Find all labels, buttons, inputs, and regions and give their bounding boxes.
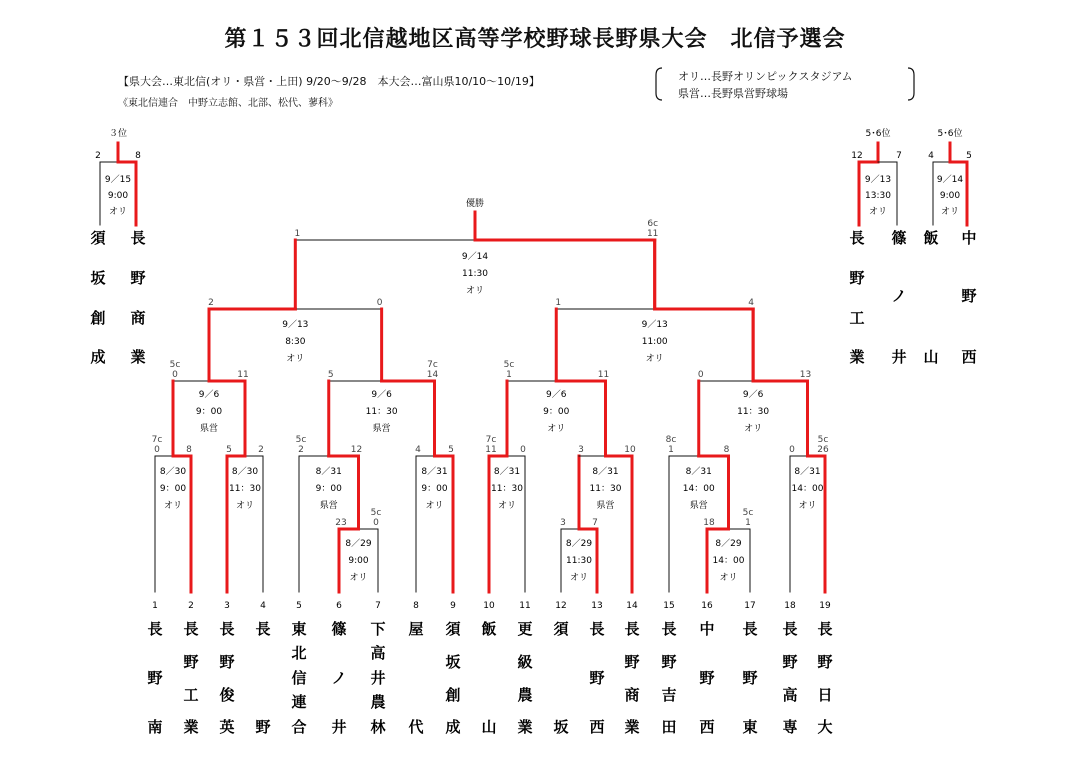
team-number: 4: [260, 601, 266, 611]
game-venue: 県営: [199, 424, 219, 434]
team-name-char: 長: [624, 620, 640, 638]
score-label: 12: [851, 151, 863, 161]
score-label: 11: [237, 370, 249, 380]
team-name-char: 野: [183, 653, 199, 671]
tournament-schedule-info: 【県大会…東北信(オリ・県営・上田) 9/20～9/28 本大会…富山県10/10～10/19】: [118, 75, 540, 88]
team-number: 1: [152, 601, 158, 611]
game-time: 9：00: [315, 484, 342, 494]
placement-label: ３位: [108, 129, 128, 139]
team-number: 11: [519, 601, 531, 611]
game-venue: オリ: [108, 207, 128, 217]
called-game-note: 5c: [503, 360, 515, 370]
side-team-name-char: ノ: [891, 287, 907, 305]
score-label: 23: [335, 518, 347, 528]
team-name-char: 長: [661, 620, 677, 638]
called-game-note: 7c: [485, 435, 497, 445]
side-team-name-char: 西: [961, 348, 977, 366]
score-label: 5: [448, 445, 454, 455]
score-label: 13: [799, 370, 812, 380]
team-name-char: 山: [481, 718, 497, 736]
placement-label: 5･6位: [937, 129, 963, 139]
team-number: 12: [555, 601, 567, 611]
combined-team-note: 《東北信連合 中野立志館、北部、松代、蓼科》: [118, 98, 338, 109]
team-name-char: 井: [331, 718, 347, 736]
score-label: 1: [668, 445, 674, 455]
score-label: 11: [646, 229, 659, 239]
side-team-name-char: 業: [130, 348, 146, 366]
game-venue: 県営: [372, 424, 391, 434]
score-label: 3: [560, 518, 566, 528]
game-venue: 県営: [689, 501, 708, 511]
placement-label: 5･6位: [865, 129, 891, 139]
game-venue: オリ: [163, 501, 183, 511]
team-number: 7: [375, 601, 381, 611]
side-team-name-char: 創: [90, 309, 106, 327]
team-name-char: 野: [147, 669, 163, 687]
team-name-char: 高: [370, 644, 386, 662]
team-number: 10: [483, 601, 495, 611]
team-name-char: 野: [699, 669, 715, 687]
team-name-char: 信: [291, 669, 307, 687]
game-date: 9／6: [198, 390, 220, 400]
team-name-char: 坂: [553, 718, 569, 736]
game-time: 9:00: [939, 191, 961, 201]
team-number: 3: [224, 601, 230, 611]
team-number: 17: [744, 601, 756, 611]
team-name-char: 野: [255, 718, 271, 736]
score-label: 3: [578, 445, 584, 455]
score-label: 4: [415, 445, 421, 455]
team-name-char: 英: [219, 718, 235, 736]
game-date: 8／30: [231, 467, 259, 477]
score-label: 1: [294, 229, 301, 239]
game-venue: オリ: [465, 286, 485, 296]
team-name-char: 日: [817, 686, 833, 704]
game-time: 9：00: [159, 484, 187, 494]
side-team-name-char: 野: [961, 287, 977, 305]
team-name-char: 野: [742, 669, 758, 687]
team-name-char: 専: [782, 718, 798, 736]
team-name-char: 代: [408, 718, 424, 736]
called-game-note: 5c: [370, 508, 382, 518]
team-name-char: 長: [183, 620, 199, 638]
team-name-char: 西: [589, 718, 605, 736]
called-game-note: 7c: [427, 360, 438, 370]
game-venue: オリ: [235, 501, 255, 511]
team-name-char: 下: [370, 620, 386, 638]
team-number: 15: [663, 601, 675, 611]
game-time: 11：30: [737, 407, 770, 417]
side-team-name-char: 中: [961, 229, 977, 247]
team-number: 16: [701, 601, 713, 611]
score-label: 4: [928, 151, 934, 161]
team-name-char: 長: [742, 620, 758, 638]
team-name-char: 農: [517, 686, 533, 704]
team-name-char: 東: [291, 620, 307, 638]
page-title: 第１５３回北信越地区高等学校野球長野県大会 北信予選会: [224, 26, 846, 52]
side-team-name-char: 長: [130, 229, 146, 247]
score-label: 5: [327, 370, 334, 380]
score-label: 8: [135, 151, 141, 161]
game-date: 9／15: [104, 175, 132, 185]
team-name-char: 業: [517, 718, 533, 736]
game-time: 11:30: [566, 556, 592, 566]
team-name-char: 俊: [219, 686, 235, 704]
team-name-char: 吉: [661, 686, 677, 704]
score-label: 0: [373, 518, 379, 528]
team-name-char: 野: [219, 653, 235, 671]
team-name-char: 業: [183, 718, 199, 736]
called-game-note: 8c: [665, 435, 677, 445]
team-name-char: 須: [445, 620, 461, 638]
team-name-char: 長: [589, 620, 605, 638]
team-name-char: 東: [742, 718, 758, 736]
game-time: 11：30: [229, 484, 261, 494]
team-name-char: 農: [370, 693, 386, 711]
game-time: 11：30: [589, 484, 622, 494]
team-name-char: 高: [782, 686, 798, 704]
team-number: 6: [336, 601, 342, 611]
score-label: 18: [703, 518, 715, 528]
score-label: 11: [597, 370, 610, 380]
game-venue: オリ: [744, 424, 763, 434]
champion-label: 優勝: [465, 199, 485, 209]
game-date: 9／6: [371, 390, 392, 400]
score-label: 7: [592, 518, 598, 528]
score-label: 2: [258, 445, 264, 455]
team-name-char: 野: [782, 653, 798, 671]
team-number: 8: [413, 601, 419, 611]
game-venue: オリ: [719, 573, 738, 583]
team-name-char: 屋: [408, 620, 424, 638]
team-name-char: ノ: [331, 669, 347, 687]
game-time: 8:30: [285, 337, 306, 347]
team-name-char: 林: [370, 718, 386, 736]
side-team-name-char: 商: [130, 309, 146, 327]
score-label: 2: [208, 298, 214, 308]
team-name-char: 級: [517, 653, 533, 671]
game-time: 14：00: [791, 484, 824, 494]
team-name-char: 坂: [445, 653, 461, 671]
score-label: 12: [350, 445, 363, 455]
side-team-name-char: 飯: [923, 229, 939, 247]
side-team-name-char: 坂: [90, 269, 106, 287]
score-label: 14: [426, 370, 439, 380]
game-venue: 県営: [596, 501, 615, 511]
side-team-name-char: 篠: [891, 229, 907, 247]
called-game-note: 7c: [151, 435, 163, 445]
side-team-name-char: 井: [891, 348, 907, 366]
game-date: 8／30: [159, 467, 187, 477]
team-name-char: 合: [291, 718, 307, 736]
team-name-char: 業: [624, 718, 640, 736]
score-label: 8: [186, 445, 192, 455]
game-venue: オリ: [497, 501, 517, 511]
game-date: 8／31: [685, 467, 712, 477]
side-team-name-char: 工: [849, 309, 865, 327]
called-game-note: 5c: [742, 508, 754, 518]
game-venue: オリ: [569, 573, 589, 583]
game-time: 9：00: [195, 407, 223, 417]
game-date: 9／6: [546, 390, 567, 400]
score-label: 1: [745, 518, 751, 528]
side-team-name-char: 長: [849, 229, 865, 247]
team-name-char: 大: [817, 718, 833, 736]
team-name-char: 野: [661, 653, 677, 671]
score-label: 4: [748, 298, 754, 308]
team-name-char: 須: [553, 620, 569, 638]
team-name-char: 野: [817, 653, 833, 671]
side-team-name-char: 野: [130, 269, 146, 287]
game-date: 8／29: [715, 539, 742, 549]
game-date: 9／6: [742, 390, 764, 400]
game-date: 8／31: [421, 467, 448, 477]
game-time: 11:30: [462, 269, 488, 279]
team-name-char: 南: [147, 718, 163, 736]
game-time: 9：00: [421, 484, 448, 494]
game-venue: オリ: [940, 207, 960, 217]
team-name-char: 中: [699, 620, 715, 638]
score-label: 0: [376, 298, 383, 308]
venue-legend-kenei: 県営…長野県営野球場: [678, 87, 788, 100]
team-name-char: 西: [699, 718, 715, 736]
game-date: 9／14: [461, 252, 489, 262]
game-time: 14：00: [712, 556, 745, 566]
venue-legend-olympic: オリ…長野オリンピックスタジアム: [678, 70, 853, 83]
team-name-char: 田: [661, 718, 677, 736]
game-venue: オリ: [645, 354, 664, 364]
score-label: 2: [95, 151, 101, 161]
team-name-char: 井: [370, 669, 386, 687]
game-date: 8／29: [345, 539, 372, 549]
team-name-char: 北: [291, 644, 307, 662]
score-label: 0: [172, 370, 178, 380]
game-time: 11：30: [491, 484, 523, 494]
team-name-char: 長: [782, 620, 798, 638]
score-label: 2: [298, 445, 304, 455]
game-date: 8／31: [315, 467, 342, 477]
team-name-char: 飯: [481, 620, 497, 638]
team-number: 13: [591, 601, 603, 611]
game-venue: オリ: [425, 501, 444, 511]
game-date: 9／13: [282, 320, 309, 330]
game-date: 9／13: [641, 320, 668, 330]
game-date: 8／29: [565, 539, 593, 549]
called-game-note: 6c: [647, 219, 659, 229]
team-name-char: 野: [624, 653, 640, 671]
game-date: 9／14: [936, 175, 964, 185]
side-team-name-char: 須: [90, 229, 106, 247]
team-name-char: 成: [445, 718, 461, 736]
team-name-char: 長: [147, 620, 163, 638]
game-time: 14：00: [682, 484, 715, 494]
team-name-char: 連: [291, 693, 307, 711]
team-name-char: 長: [817, 620, 833, 638]
game-date: 8／31: [493, 467, 521, 477]
team-name-char: 長: [255, 620, 271, 638]
game-time: 9:00: [107, 191, 129, 201]
game-date: 8／31: [794, 467, 821, 477]
score-label: 0: [697, 370, 704, 380]
score-label: 5: [966, 151, 972, 161]
team-number: 19: [819, 601, 831, 611]
game-date: 8／31: [592, 467, 619, 477]
team-name-char: 野: [589, 669, 605, 687]
score-label: 7: [896, 151, 902, 161]
game-time: 11:00: [641, 337, 668, 347]
score-label: 1: [506, 370, 512, 380]
team-name-char: 長: [219, 620, 235, 638]
score-label: 0: [154, 445, 160, 455]
team-number: 9: [450, 601, 456, 611]
score-label: 8: [723, 445, 730, 455]
team-name-char: 篠: [331, 620, 347, 638]
game-time: 9:00: [348, 556, 369, 566]
game-time: 11：30: [365, 407, 398, 417]
game-date: 9／13: [864, 175, 892, 185]
side-team-name-char: 野: [849, 269, 865, 287]
side-team-name-char: 成: [90, 348, 106, 366]
score-label: 1: [555, 298, 562, 308]
game-time: 9：00: [543, 407, 570, 417]
score-label: 5: [226, 445, 232, 455]
side-team-name-char: 業: [849, 348, 865, 366]
score-label: 10: [624, 445, 636, 455]
team-name-char: 商: [624, 686, 640, 704]
side-team-name-char: 山: [923, 348, 939, 366]
team-number: 14: [626, 601, 638, 611]
game-venue: オリ: [349, 573, 368, 583]
team-name-char: 創: [445, 686, 461, 704]
game-venue: オリ: [798, 501, 817, 511]
team-name-char: 工: [183, 686, 199, 704]
game-venue: 県営: [319, 501, 338, 511]
team-number: 5: [296, 601, 302, 611]
game-venue: オリ: [286, 354, 305, 364]
called-game-note: 5c: [817, 435, 829, 445]
score-label: 11: [485, 445, 497, 455]
team-number: 18: [784, 601, 796, 611]
game-venue: オリ: [547, 424, 566, 434]
game-venue: オリ: [868, 207, 888, 217]
score-label: 0: [789, 445, 795, 455]
score-label: 26: [817, 445, 829, 455]
game-time: 13:30: [865, 191, 891, 201]
team-name-char: 更: [517, 620, 533, 638]
called-game-note: 5c: [295, 435, 307, 445]
score-label: 0: [520, 445, 526, 455]
team-number: 2: [188, 601, 194, 611]
called-game-note: 5c: [169, 360, 181, 370]
